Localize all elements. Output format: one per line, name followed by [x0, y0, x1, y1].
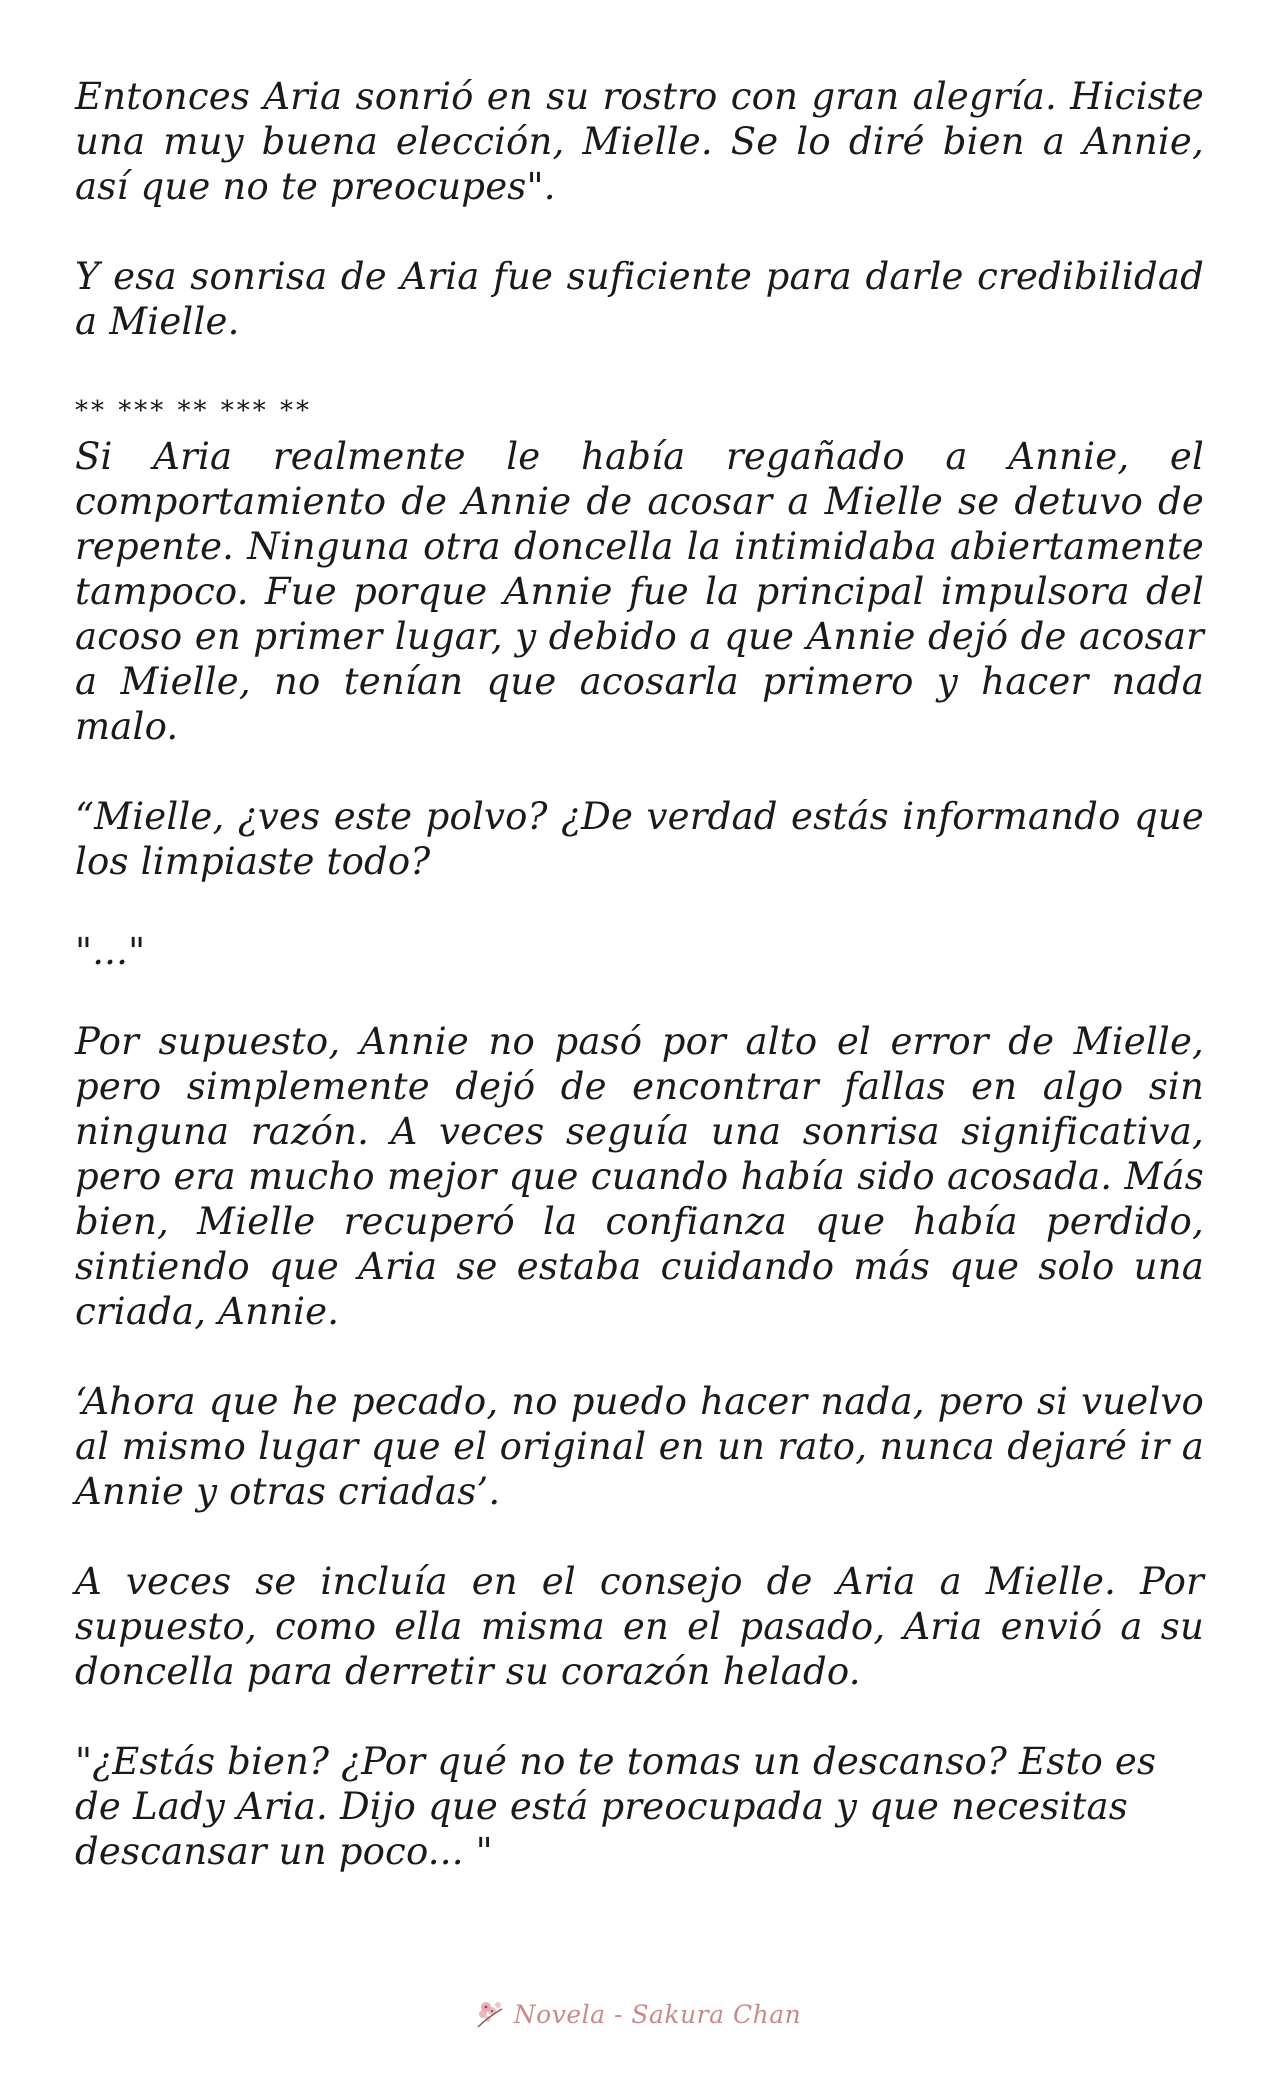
paragraph: A veces se incluía en el consejo de Aria a Mielle. Por supuesto, como ella misma en el pasado, Aria envió a su doncella para derretir su corazón helado.: [75, 1560, 1204, 1693]
watermark-text: Novela - Sakura Chan: [513, 1999, 802, 2029]
paragraph: Entonces Aria sonrió en su rostro con gran alegría. Hiciste una muy buena elección, Mielle. Se lo diré bien a Annie, así que no te preocupes".: [75, 75, 1204, 208]
paragraph: Si Aria realmente le había regañado a Annie, el comportamiento de Annie de acosar a Mielle se detuvo de repente. Ninguna otra doncella la intimidaba abiertamente tampoco. Fue porque Annie fue la principal impulsora del acoso en primer lugar, y debido a que Annie dejó de acosar a Mielle, no tenían que acosarla primero y hacer nada malo.: [75, 435, 1204, 748]
paragraph: "...": [75, 930, 146, 973]
watermark-footer: [0, 1994, 1275, 2034]
paragraph: Y esa sonrisa de Aria fue suficiente para darle credibilidad a Mielle.: [75, 255, 1204, 343]
scene-divider: ** *** ** *** **: [75, 396, 313, 426]
document-body: [75, 74, 1204, 1919]
sakura-flower-icon: [474, 1997, 508, 2031]
paragraph: ‘Ahora que he pecado, no puedo hacer nada, pero si vuelvo al mismo lugar que el original en un rato, nunca dejaré ir a Annie y otras criadas’.: [75, 1380, 1204, 1513]
paragraph: Por supuesto, Annie no pasó por alto el error de Mielle, pero simplemente dejó de encontrar fallas en algo sin ninguna razón. A veces seguía una sonrisa significativa, pero era mucho mejor que cuando había sido acosada. Más bien, Mielle recuperó la confianza que había perdido, sintiendo que Aria se estaba cuidando más que solo una criada, Annie.: [75, 1020, 1204, 1333]
paragraph: "¿Estás bien? ¿Por qué no te tomas un descanso? Esto es de Lady Aria. Dijo que está preocupada y que necesitas descansar un poco... ": [75, 1740, 1157, 1873]
paragraph: “Mielle, ¿ves este polvo? ¿De verdad estás informando que los limpiaste todo?: [75, 795, 1204, 883]
